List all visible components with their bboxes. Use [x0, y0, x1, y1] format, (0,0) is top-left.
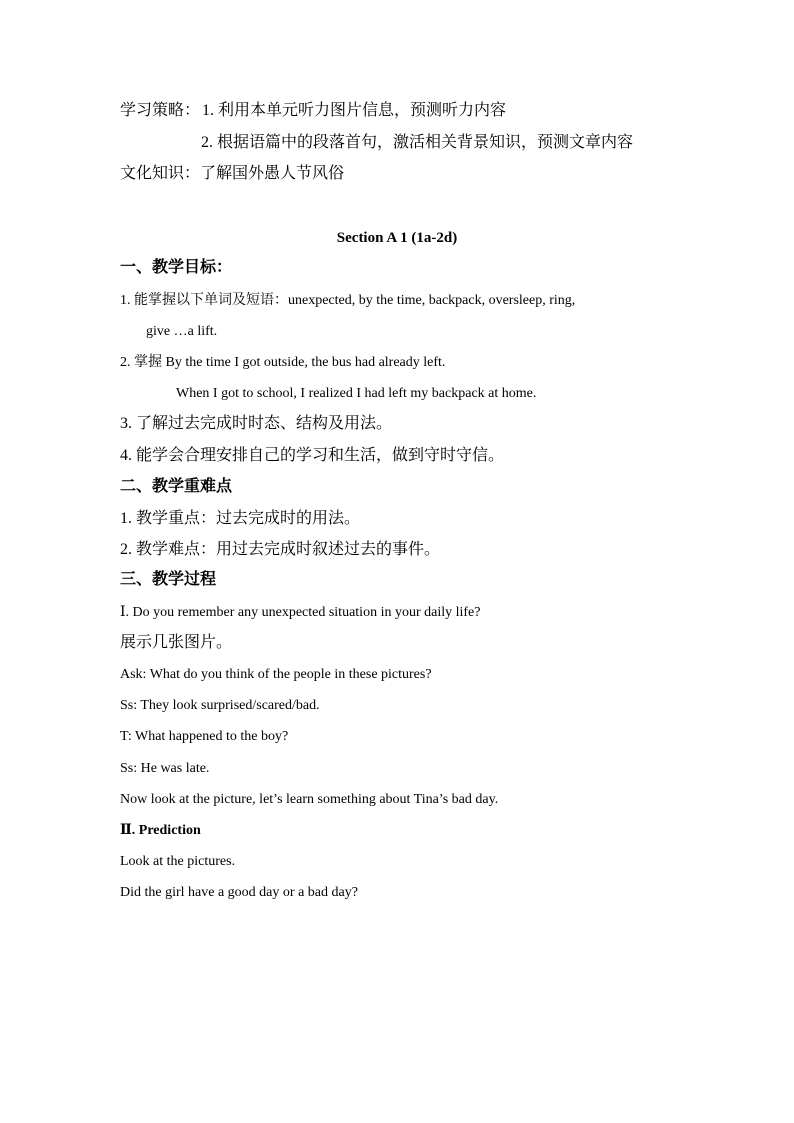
strategy-line-1	[120, 101, 506, 121]
process-line-5: Ss: He was late.	[120, 761, 210, 776]
process-line-7: Look at the pictures.	[120, 854, 236, 869]
process-heading: 三、教学过程	[120, 571, 217, 588]
process-line-3: Ss: They look surprised/scared/bad.	[120, 698, 320, 713]
key-point-1: 1. 教学重点：过去完成时的用法。	[120, 510, 361, 527]
objective-4: 4. 能学会合理安排自己的学习和生活，做到守时守信。	[120, 447, 505, 464]
objective-2-line-1: 2. 掌握 By the time I got outside, the bus had already left.	[120, 355, 446, 370]
objective-1-line-2: give …a lift.	[146, 324, 218, 339]
objective-2-line-2: When I got to school, I realized I had left my backpack at home.	[176, 386, 537, 401]
process-line-1: 展示几张图片。	[120, 634, 233, 651]
key-point-2: 2. 教学难点：用过去完成时叙述过去的事件。	[120, 541, 441, 558]
strategy-item-1: 1. 利用本单元听力图片信息，预测听力内容	[202, 102, 507, 119]
key-points-heading: 二、教学重难点	[120, 478, 233, 495]
process-line-6: Now look at the picture, let’s learn something about Tina’s bad day.	[120, 792, 499, 807]
process-step-2-title: Ⅱ. Prediction	[120, 823, 201, 838]
strategy-item-2: 2. 根据语篇中的段落首句，激活相关背景知识，预测文章内容	[201, 134, 634, 151]
objective-3: 3. 了解过去完成时时态、结构及用法。	[120, 415, 393, 432]
process-line-4: T: What happened to the boy?	[120, 729, 289, 744]
objectives-heading: 一、教学目标：	[120, 259, 233, 276]
culture-knowledge: 文化知识：了解国外愚人节风俗	[120, 165, 345, 182]
process-step-1-title: Ⅰ. Do you remember any unexpected situation in your daily life?	[120, 605, 481, 620]
process-line-2: Ask: What do you think of the people in these pictures?	[120, 667, 432, 682]
strategy-label: 学习策略：	[120, 102, 201, 119]
process-line-8: Did the girl have a good day or a bad day?	[120, 885, 358, 900]
objective-1-line-1: 1. 能掌握以下单词及短语：unexpected, by the time, backpack, oversleep, ring,	[120, 293, 576, 308]
section-title: Section A 1 (1a-2d)	[336, 230, 458, 246]
